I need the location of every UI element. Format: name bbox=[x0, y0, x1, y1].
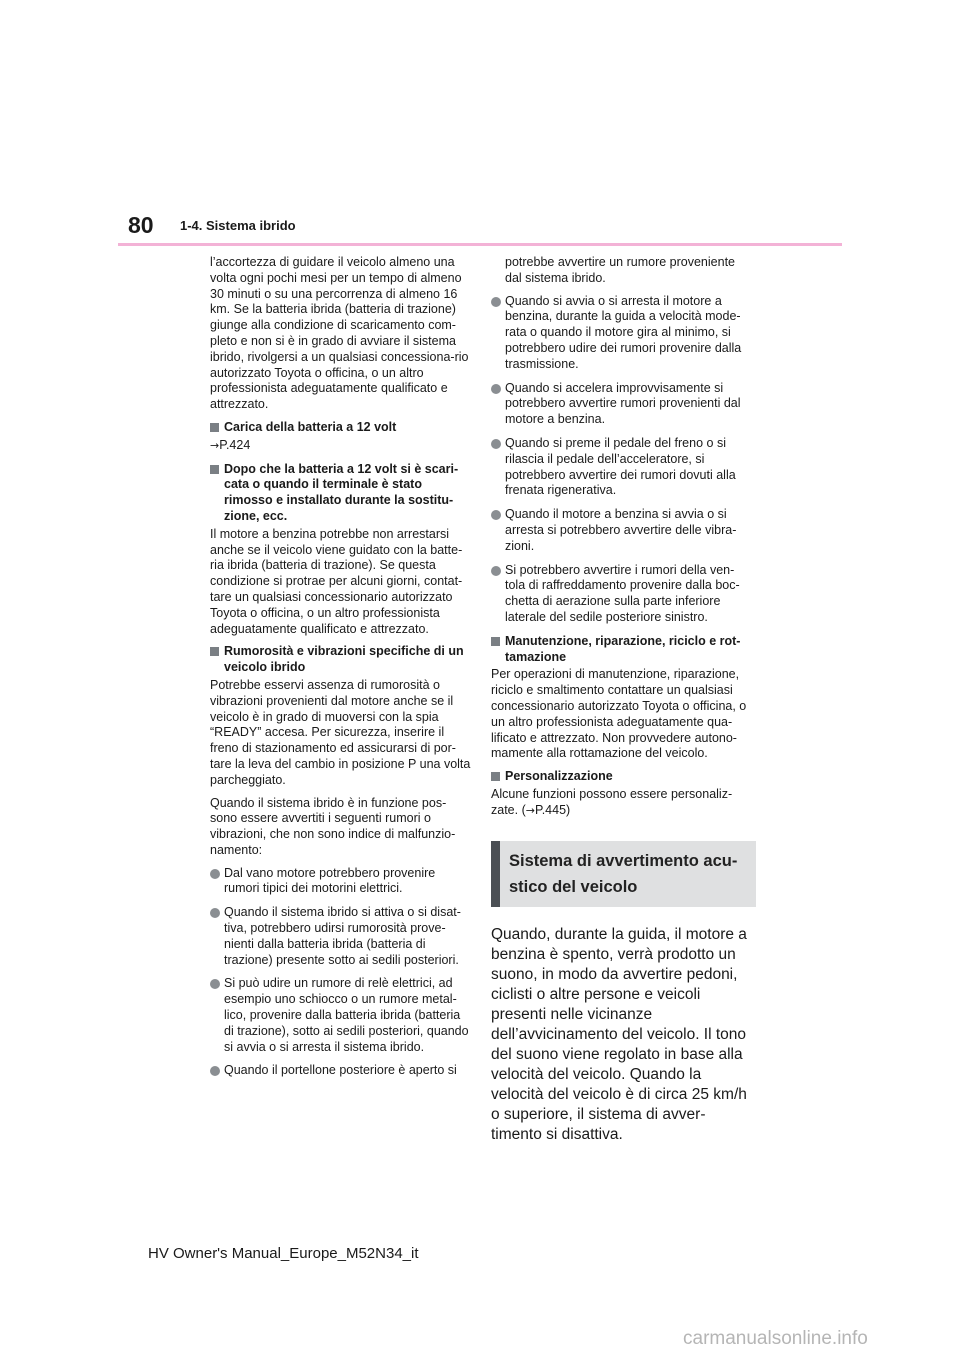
round-bullet-icon bbox=[491, 384, 501, 394]
arrow-icon: → bbox=[525, 803, 535, 817]
paragraph-after-battery: Il motore a benzina potrebbe non arrestarsi anche se il veicolo viene guidato con la batte-ria ibrida (batteria di trazione). Se questa condizione si protrae per alcuni giorni, contat-tare un qualsiasi concessionario autorizzato Toyota o officina, o un altro professionista adeguatamente qualificato e attrezzato. bbox=[210, 526, 463, 636]
round-bullet-icon bbox=[491, 439, 501, 449]
list-item bbox=[491, 294, 753, 373]
list-item-text: Quando si avvia o si arresta il motore a benzina, durante la guida a velocità mode-rata o quando il motore gira al minimo, si potrebbero udire dei rumori provenire dalla trasmissione. bbox=[505, 293, 742, 371]
round-bullet-icon bbox=[491, 566, 501, 576]
paragraph-noise-1: Potrebbe esservi assenza di rumorosità o vibrazioni provenienti dal motore anche se il veicolo è in grado di muoversi con la spia “READY” accesa. Per sicurezza, inserire il freno di stazionamento ed assicurarsi di por-tare la leva del cambio in posizione P una volta parcheggiato. bbox=[210, 677, 471, 787]
left-column bbox=[210, 255, 472, 1087]
list-item bbox=[491, 436, 753, 499]
page-reference-link[interactable]: P.424 bbox=[219, 437, 251, 452]
intro-paragraph: l’accortezza di guidare il veicolo almeno una volta ogni pochi mesi per un tempo di almeno 30 minuti o su una percorrenza di almeno 16 km. Se la batteria ibrida (batteria di trazione) giunge alla condizione di scaricamento com-pleto e non si è in grado di avviare il sistema ibrido, rivolgersi a un qualsiasi concessiona-rio autorizzato Toyota o officina, o un altro professionista adeguatamente qualificato e attrezzato. bbox=[210, 255, 469, 412]
round-bullet-icon bbox=[491, 297, 501, 307]
heading-after-battery bbox=[210, 462, 472, 525]
heading-noise-text: Rumorosità e vibrazioni specifiche di un veicolo ibrido bbox=[224, 644, 464, 675]
list-item bbox=[491, 381, 753, 428]
list-item-text: Quando il portellone posteriore è aperto si bbox=[224, 1063, 457, 1078]
square-bullet-icon bbox=[491, 772, 500, 781]
square-bullet-icon bbox=[210, 465, 219, 474]
page-number: 80 bbox=[128, 212, 154, 238]
round-bullet-icon bbox=[491, 510, 501, 520]
list-item bbox=[210, 976, 472, 1055]
heading-after-text: Dopo che la batteria a 12 volt si è scari-cata o quando il terminale è stato rimosso e installato durante la sostitu-zione, ecc. bbox=[224, 461, 459, 523]
round-bullet-icon bbox=[210, 1066, 220, 1076]
heading-maintenance-text: Manutenzione, riparazione, riciclo e rot-tamazione bbox=[505, 633, 741, 664]
list-item bbox=[210, 866, 472, 898]
right-column bbox=[491, 255, 753, 1152]
heading-charge-battery bbox=[210, 420, 472, 436]
list-item-text: Si può udire un rumore di relè elettrici, ad esempio uno schiocco o un rumore metal-lico, provenire dalla batteria ibrida (batteria di trazione), sotto ai sedili posteriori, quando si avvia o si arresta il sistema ibrido. bbox=[224, 976, 469, 1054]
header-rule bbox=[118, 243, 842, 246]
arrow-icon: → bbox=[210, 438, 220, 452]
heading-noise bbox=[210, 644, 472, 676]
paragraph-customization bbox=[491, 787, 753, 819]
customization-text: Alcune funzioni possono essere personaliz-zate. ( bbox=[491, 786, 733, 817]
square-bullet-icon bbox=[491, 637, 500, 646]
list-item-text: Quando il sistema ibrido si attiva o si disat-tiva, potrebbero udirsi rumorosità prove-nienti dalla batteria ibrida (batteria di trazione) presente sotto ai sedili posteriori. bbox=[224, 905, 461, 967]
list-item-text: Quando il motore a benzina si avvia o si arresta si potrebbero avvertire delle vibra-zioni. bbox=[505, 507, 737, 553]
continuation-paragraph: potrebbe avvertire un rumore proveniente dal sistema ibrido. bbox=[505, 255, 735, 285]
list-item bbox=[491, 563, 753, 626]
watermark: carmanualsonline.info bbox=[683, 1328, 868, 1349]
paragraph-maintenance: Per operazioni di manutenzione, riparazione, riciclo e smaltimento contattare un qualsiasi concessionario autorizzato Toyota o officina, o un altro professionista adeguatamente qua-lificato e attrezzato. Non provvedere autono-mamente alla rottamazione del veicolo. bbox=[491, 667, 747, 761]
section-body-paragraph: Quando, durante la guida, il motore a benzina è spento, verrà prodotto un suono, in modo da avvertire pedoni, ciclisti o altre persone e veicoli presenti nelle vicinanze dell’avvicinamento del veicolo. Il tono del suono viene regolato in base alla velocità del veicolo. Quando la velocità del veicolo è di circa 25 km/h o superiore, il sistema di avver-timento si disattiva. bbox=[491, 925, 747, 1143]
list-item-text: Dal vano motore potrebbero provenire rumori tipici dei motorini elettrici. bbox=[224, 865, 436, 896]
list-item-text: Quando si accelera improvvisamente si potrebbero avvertire rumori provenienti dal motore a benzina. bbox=[505, 380, 741, 427]
list-item bbox=[210, 1063, 472, 1079]
heading-customization-text: Personalizzazione bbox=[505, 769, 613, 784]
round-bullet-icon bbox=[210, 908, 220, 918]
round-bullet-icon bbox=[210, 869, 220, 879]
list-item bbox=[210, 905, 472, 968]
section-title: 1-4. Sistema ibrido bbox=[180, 218, 296, 233]
page-reference-link[interactable]: P.445) bbox=[534, 802, 571, 817]
section-heading-text: Sistema di avvertimento acu-stico del veicolo bbox=[509, 851, 738, 896]
heading-customization bbox=[491, 769, 753, 785]
heading-charge-text: Carica della batteria a 12 volt bbox=[224, 419, 397, 434]
heading-maintenance bbox=[491, 634, 753, 666]
list-item-text: Quando si preme il pedale del freno o si rilascia il pedale dell’acceleratore, si potrebbero avvertire dei rumori dovuti alla frenata rigenerativa. bbox=[505, 435, 736, 498]
paragraph-noise-2: Quando il sistema ibrido è in funzione pos-sono essere avvertiti i seguenti rumori o vibrazioni, che non sono indice di malfunzio-namento: bbox=[210, 795, 456, 857]
square-bullet-icon bbox=[210, 647, 219, 656]
footer-manual-name: HV Owner's Manual_Europe_M52N34_it bbox=[148, 1245, 419, 1262]
list-item-text: Si potrebbero avvertire i rumori della ven-tola di raffreddamento provenire dalla boc-chetta di aerazione sulla parte inferiore laterale del sedile posteriore sinistro. bbox=[505, 562, 740, 624]
list-item bbox=[491, 507, 753, 554]
round-bullet-icon bbox=[210, 979, 220, 989]
page-reference bbox=[210, 438, 472, 454]
square-bullet-icon bbox=[210, 423, 219, 432]
section-heading-box bbox=[491, 841, 756, 907]
